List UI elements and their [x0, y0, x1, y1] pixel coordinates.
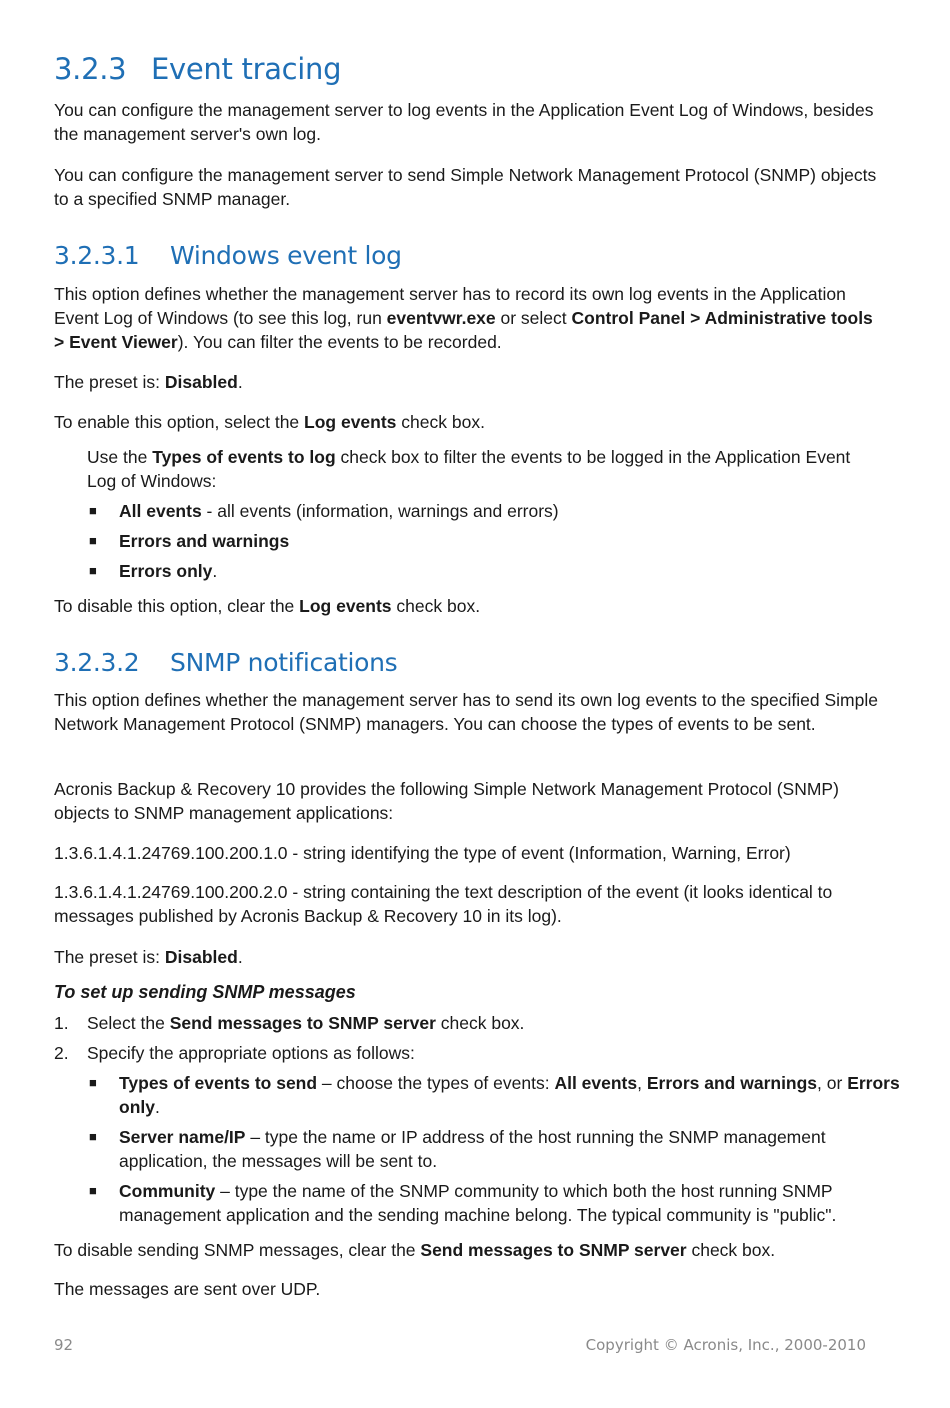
list-item: ■ Errors only.: [89, 561, 218, 581]
bullet-icon: ■: [89, 1183, 97, 1198]
snmp-udp-note: The messages are sent over UDP.: [54, 1279, 321, 1299]
list-item: ■ All events - all events (information, warnings and errors): [89, 501, 559, 521]
subsection-title: SNMP notifications: [170, 648, 398, 677]
windows-log-type-list: [54, 499, 917, 583]
windows-log-enable: To enable this option, select the Log events check box.: [54, 412, 485, 432]
section-number: 3.2.3: [54, 52, 127, 86]
bullet-icon: ■: [89, 503, 97, 518]
subsection-title: Windows event log: [170, 241, 402, 270]
snmp-description: This option defines whether the management server has to send its own log events to the specified Simple Network Management Protocol (SNMP) managers. You can choose the types of events to be sent.: [54, 690, 878, 734]
snmp-options-list: [54, 1071, 917, 1227]
list-item: ■ Types of events to send – choose the types of events: All events, Errors and warnings, or Errors only.: [89, 1073, 900, 1117]
list-item: ■ Errors and warnings: [89, 531, 290, 551]
list-item: ■ Server name/IP – type the name or IP address of the host running the SNMP management application, the messages will be sent to.: [89, 1127, 826, 1171]
section-heading: [54, 52, 341, 86]
windows-log-description: This option defines whether the management server has to record its own log events in the Application Event Log of Windows (to see this log, run eventvwr.exe or select Control Panel > Administrative tools > Event Viewer). You can filter the events to be recorded.: [54, 284, 873, 352]
step-item: 1. Select the Send messages to SNMP server check box.: [54, 1013, 525, 1033]
subsection-heading-windows-event-log: [54, 241, 884, 270]
intro-paragraph-2: You can configure the management server to send Simple Network Management Protocol (SNMP) objects to a specified SNMP manager.: [54, 165, 877, 209]
bullet-icon: ■: [89, 533, 97, 548]
procedure-steps: [54, 1011, 884, 1065]
list-item: ■ Community – type the name of the SNMP community to which both the host running SNMP management application and the sending machine belong. The typical community is "public".: [89, 1181, 837, 1225]
snmp-disable: To disable sending SNMP messages, clear the Send messages to SNMP server check box.: [54, 1240, 776, 1260]
snmp-object-2: 1.3.6.1.4.1.24769.100.200.2.0 - string containing the text description of the event (it looks identical to messages published by Acronis Backup & Recovery 10 in its log).: [54, 882, 833, 926]
windows-log-preset: The preset is: Disabled.: [54, 372, 243, 392]
procedure-title: To set up sending SNMP messages: [54, 982, 356, 1002]
page-number: 92: [54, 1336, 74, 1354]
bullet-icon: ■: [89, 1129, 97, 1144]
step-item: 2. Specify the appropriate options as follows:: [54, 1043, 415, 1063]
bullet-icon: ■: [89, 1075, 97, 1090]
snmp-preset: The preset is: Disabled.: [54, 947, 243, 967]
snmp-object-1: 1.3.6.1.4.1.24769.100.200.1.0 - string identifying the type of event (Information, Warning, Error): [54, 843, 791, 863]
windows-log-types: Use the Types of events to log check box to filter the events to be logged in the Application Event Log of Windows:: [87, 447, 851, 491]
copyright-notice: Copyright © Acronis, Inc., 2000-2010: [585, 1336, 866, 1354]
page-footer: [54, 1336, 866, 1354]
subsection-number: 3.2.3.2: [54, 648, 140, 677]
intro-paragraph-1: You can configure the management server to log events in the Application Event Log of Windows, besides the management server's own log.: [54, 100, 874, 144]
snmp-objects-intro: Acronis Backup & Recovery 10 provides the following Simple Network Management Protocol (SNMP) objects to SNMP management applications:: [54, 779, 839, 823]
section-title: Event tracing: [151, 52, 342, 86]
subsection-number: 3.2.3.1: [54, 241, 140, 270]
subsection-heading-snmp-notifications: [54, 648, 884, 677]
bullet-icon: ■: [89, 563, 97, 578]
windows-log-disable: To disable this option, clear the Log events check box.: [54, 596, 481, 616]
